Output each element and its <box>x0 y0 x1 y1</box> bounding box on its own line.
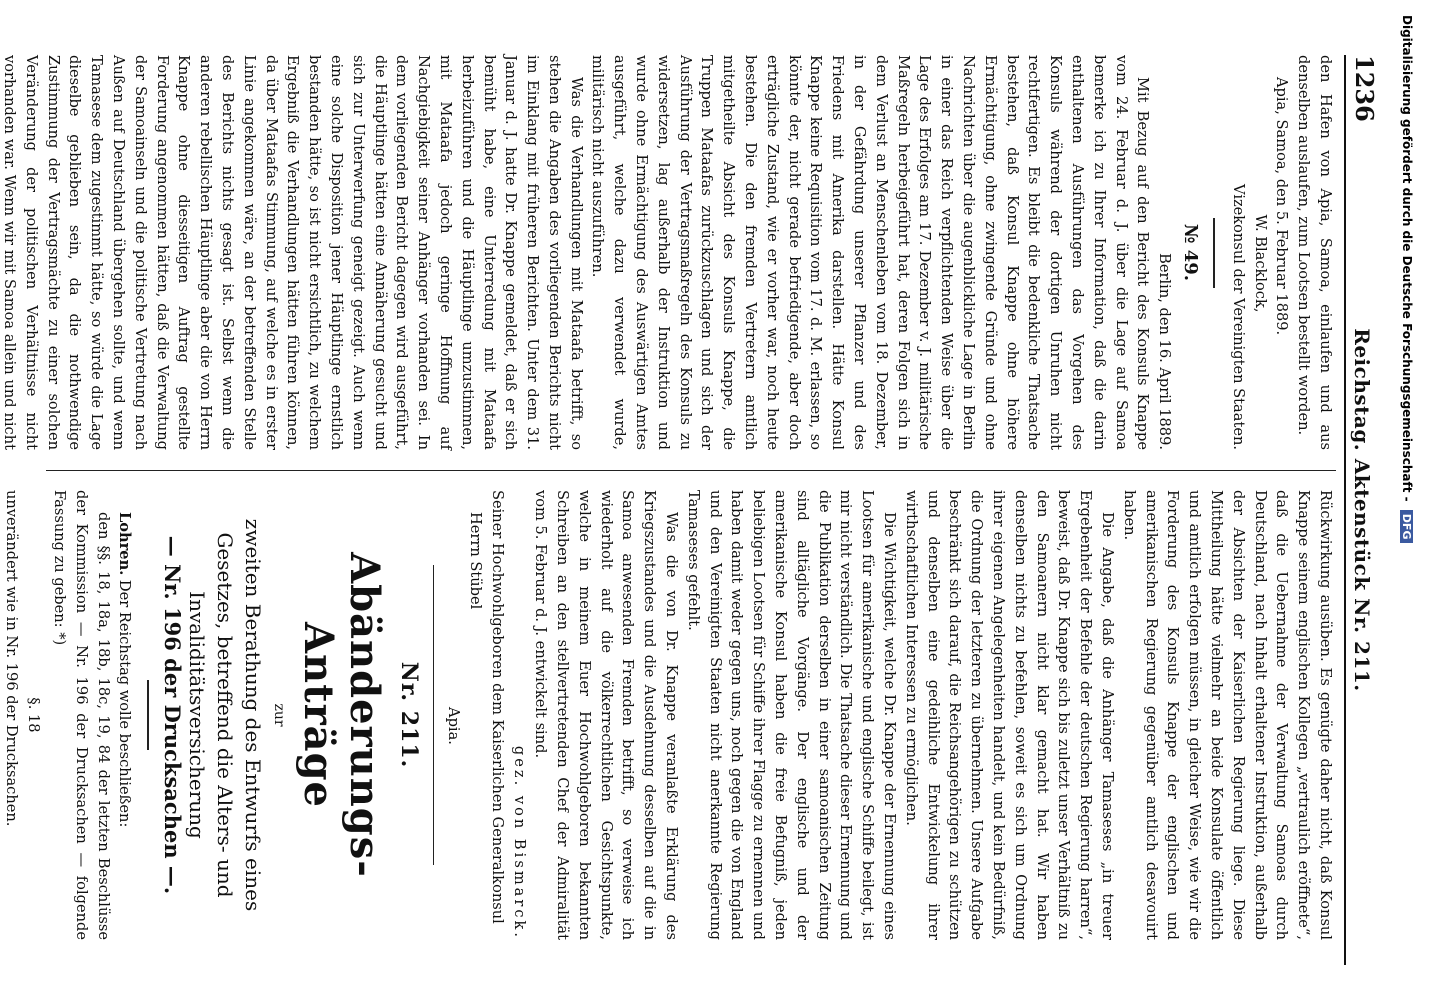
motion-intro: Der Reichstag wolle beschließen: <box>116 579 134 828</box>
paragraph: Was die Verhandlungen mit Mataafa betrifft, so stehen die Angaben des vorliegenden Berichts nicht im Einklang mit früheren Berichten. Unter dem 31. Januar d. J. hatte Dr. Knappe gemeldet, daß er sich bemüht habe, eine Unterredung mit Mataafa herbeizuführen und die Häuptlinge umzustimmen, mit Mataafa jedoch geringe Hoffnung auf Nachgiebigkeit seiner Anhänger vorhanden sei. In dem vorliegenden Bericht dagegen wird ausgeführt, die Häuptlinge hätten eine Annäherung gesucht und sich zur Unterwerfung geneigt gezeigt. Auch wenn eine solche Disposition jener Häuptlinge ernstlich bestanden hätte, so ist nicht ersichtlich, zu welchem Ergebniß die Verhandlungen hätten führen können, da über Mataafas Stimmung, auf welche es in erster Linie angekommen wäre, an der betreffenden Stelle des Berichts nichts gesagt ist. Selbst wenn die anderen rebellischen Häuptlinge aber die von Herrn Knappe ohne diesseitigen Auftrag gestellte Forderung angenommen hätten, daß die Verwaltung der Samoainseln und die politische Vertretung nach Außen auf Deutschland übergehen sollte, und wenn Tamasese dem zugestimmt hätte, so würde die Lage dieselbe geblieben sein, da die nothwendige Zustimmung der Vertragsmächte zu einer solchen Veränderung der politischen Verhältnisse nicht vorhanden war. Wenn wir mit Samoa allein und nicht <box>0 55 585 450</box>
signer-title: Vizekonsul der Vereinigten Staaten. <box>1229 184 1247 450</box>
place-date: Apia, Samoa, den 5. Februar 1889. <box>1273 77 1291 336</box>
dfg-logo: DFG <box>1400 510 1413 544</box>
motion-paragraph <box>114 490 136 940</box>
addressee-name: Herrn Stübel <box>466 512 484 610</box>
digitization-note-text: Digitalisierung gefördert durch die Deutsche Forschungsgemeinschaft - <box>1400 15 1414 502</box>
left-column <box>0 55 1336 450</box>
addressee-place: Apia. <box>445 707 463 745</box>
separator-rule <box>147 680 149 750</box>
document-subtitle: zweiten Berathung des Entwurfs eines Gesetzes, betreffend die Alters- und Invaliditätsversicherung <box>185 518 266 912</box>
signature: gez. von Bismarck. <box>510 745 528 940</box>
motion-text: den §§. 18, 18a, 18b, 18c, 19, 84 der letzten Beschlüsse der Kommission — Nr. 196 der Drucksachen — folgende Fassung zu geben: *) <box>51 490 112 940</box>
page-header <box>1344 55 1380 965</box>
document-reference: — Nr. 196 der Drucksachen —. <box>160 535 186 895</box>
paragraph: Die Angabe, daß die Anhänger Tamaseses „in treuer Ergebenheit der Befehle der deutschen Regierung harren“, beweist, daß Dr. Knappe sich bis zuletzt unser Verhältniß zu den Samoanern nicht klar gemacht hat. Wir haben denselben nichts zu befehlen, soweit es sich um Ordnung ihrer eigenen Angelegenheiten handelt, und kein Bedürfniß, die Ordnung der letzteren zu übernehmen. Unsere Aufgabe beschränkt sich darauf, die Reichsangehörigen zu schützen und denselben eine gedeihliche Entwickelung ihrer wirthschaftlichen Interessen zu ermöglichen. <box>902 490 1117 940</box>
digitization-note <box>1400 15 1414 835</box>
place-date: Berlin, den 16. April 1889. <box>1156 253 1174 450</box>
section-text: unverändert wie in Nr. 196 der Drucksachen. <box>3 490 21 827</box>
paragraph: Rückwirkung ausüben. Es genügte daher nicht, daß Konsul Knappe seinem englischen Kollegen „vertraulich eröffnete“, daß die Uebernahme der Verwaltung Samoas durch Deutschland, nach Inhalt erhaltener Instruktion, außerhalb der Absichten der Kaiserlichen Regierung liege. Diese Mittheilung hätte vielmehr an beide Konsulate öffentlich und amtlich erfolgen müssen, in gleicher Weise, wie wir die Forderung des Konsuls Knappe der englischen und amerikanischen Regierung gegenüber amtlich desavouirt haben. <box>1120 490 1334 940</box>
right-column <box>3 490 1336 940</box>
motion-name: Lohren. <box>116 512 134 576</box>
paragraph: den Hafen von Apia, Samoa, einlaufen und aus denselben auslaufen, zum Lootsen bestellt worden. <box>1295 55 1334 450</box>
section-rule <box>433 565 435 865</box>
separator-rule <box>1213 218 1215 288</box>
section-heading: §. 18 <box>25 697 43 733</box>
paragraph: Die Wichtigkeit, welche Dr. Knappe der Ernennung eines Lootsen für amerikanische und englische Schiffe beilegt, ist mir nicht verständlich. Die Thatsache dieser Ernennung und die Publikation derselben in einer samoanischen Zeitung sind alltägliche Vorgänge. Der englische und der amerikanische Konsul haben die freie Befugniß, jeden beliebigen Lootsen für Schiffe ihrer Flagge zu ernennen und haben damit weder gegen uns, noch gegen die von England und den Vereinigten Staaten nicht anerkannte Regierung Tamaseses gefehlt. <box>684 490 899 940</box>
page-number: 1236 <box>1350 55 1379 122</box>
doc-number: Nr. 211. <box>395 661 422 769</box>
addressee: Seiner Hochwohlgeboren dem Kaiserlichen Generalkonsul <box>488 490 506 924</box>
title-connector: zur <box>271 703 288 727</box>
doc-number: № 49. <box>1180 223 1202 282</box>
signer-name: W. Blacklock, <box>1251 214 1269 313</box>
paragraph: Mit Bezug auf den Bericht des Konsuls Knappe vom 24. Februar d. J. über die Lage auf Samoa bemerke ich zu Ihrer Information, daß die darin enthaltenen Ausführungen das Vorgehen des Konsuls während der dortigen Unruhen nicht rechtfertigen. Es bleibt die bedenkliche Thatsache bestehen, daß Konsul Knappe ohne höhere Ermächtigung, ohne zwingende Gründe und ohne Nachrichten über die augenblickliche Lage in Berlin in einer das Reich verpflichtenden Weise über die Lage des Erfolges am 17. Dezember v. J. militärische Maßregeln herbeigeführt hat, deren Folgen sich in dem Verlust an Menschenleben vom 18. Dezember, in der Gefährdung unserer Pflanzer und des Friedens mit Amerika darstellen. Hätte Konsul Knappe keine Requisition vom 17. d. M. erlassen, so könnte der, nicht gerade befriedigende, aber doch erträgliche Zustand, wie er vorher war, noch heute bestehen. Die den fremden Vertretern amtlich mitgetheilte Absicht des Konsuls Knappe, die Truppen Mataafas zurückzuschlagen und sich der Ausführung der Vertragsmaßregeln des Konsuls zu widersetzen, lag außerhalb der Instruktion und wurde ohne Ermächtigung des Auswärtigen Amtes ausgeführt, welche dazu verwendet wurde, militärisch nicht auszuführen. <box>589 55 1152 450</box>
document-title: Abänderungs-Anträge <box>295 552 389 878</box>
paragraph: Was die von Dr. Knappe veranlaßte Erklärung des Kriegszustandes und die Ausdehnung desselben auf die in Samoa anwesenden Fremden betrifft, so verweise ich wiederholt auf die völkerrechtlichen Gesichtspunkte, welche in meinem Euer Hochwohlgeboren bekannten Schreiben an den stellvertretenden Chef der Admiralität vom 5. Februar d. J. entwickelt sind. <box>532 490 681 940</box>
column-divider <box>46 470 1336 471</box>
running-head: Reichstag. Aktenstück Nr. 211. <box>1350 328 1374 692</box>
